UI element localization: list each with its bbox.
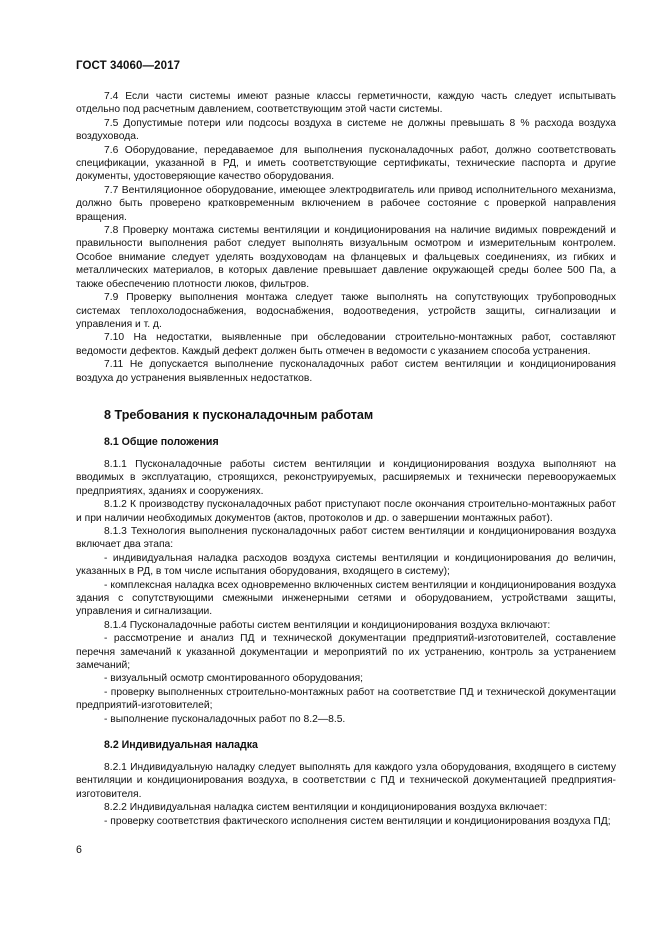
paragraph-7-7: 7.7 Вентиляционное оборудование, имеющее электродвигатель или привод исполнительного механизма, должно быть проверено кратковременным включением в рабочее состояние с проверкой направления вращения. — [76, 184, 616, 223]
list-item: - проверку выполненных строительно-монтажных работ на соответствие ПД и технической документации предприятий-изготовителей; — [76, 686, 616, 712]
list-item: - рассмотрение и анализ ПД и технической документации предприятий-изготовителей, составление перечня замечаний к указанной документации и мероприятий по их устранению, контроль за устранением замечаний; — [76, 633, 616, 672]
paragraph-8-2-2: 8.2.2 Индивидуальная наладка систем вентиляции и кондиционирования воздуха включает: — [104, 802, 548, 814]
list-item: - проверку соответствия фактического исполнения систем вентиляции и кондиционирования воздуха ПД; — [104, 815, 611, 827]
section-8-title: 8 Требования к пусконаладочным работам — [104, 407, 374, 422]
paragraph-7-9: 7.9 Проверку выполнения монтажа следует также выполнять на сопутствующих трубопроводных системах теплохолодоснабжения, водоснабжения, водоотведения, устройств защиты, сигнализации и управления и т. д. — [76, 292, 616, 330]
paragraph-7-4: 7.4 Если части системы имеют разные классы герметичности, каждую часть следует испытывать отдельно под расчетным давлением, соответствующим этой части системы. — [76, 91, 616, 116]
paragraph-7-8: 7.8 Проверку монтажа системы вентиляции и кондиционирования на наличие видимых повреждений и правильности выполнения работ следует выполнять визуальным осмотром и измерительным контролем. Особое внимание следует уделять воздуховодам на фланцевых и фальцевых соединениях, из гибких и металлических материалов, в которых давление превышает давление окружающей среды более 500 Па, а также обеспечению плотности люков, фильтров. — [76, 225, 616, 290]
paragraph-7-5: 7.5 Допустимые потери или подсосы воздуха в системе не должны превышать 8 % расхода воздуха воздуховода. — [76, 117, 616, 143]
paragraph-8-1-1: 8.1.1 Пусконаладочные работы систем вентиляции и кондиционирования воздуха выполняют на вводимых в эксплуатацию, строящихся, реконструируемых, расширяемых и технически перевооружаемых предприятиях, зданиях и сооружениях. — [76, 458, 616, 497]
paragraph-8-2-1: 8.2.1 Индивидуальную наладку следует выполнять для каждого узла оборудования, входящего в систему вентиляции и кондиционирования воздуха, в соответствии с ПД и технической документацией предприятия-изготовителя. — [76, 762, 616, 800]
list-item: - выполнение пусконаладочных работ по 8.2—8.5. — [104, 713, 346, 725]
document-body — [76, 90, 616, 828]
list-item: - индивидуальная наладка расходов воздуха системы вентиляции и кондиционирования до величин, указанных в РД, в том числе испытания оборудования, входящего в систему); — [76, 552, 616, 578]
document-header: ГОСТ 34060—2017 — [76, 60, 181, 72]
paragraph-7-11: 7.11 Не допускается выполнение пусконаладочных работ систем вентиляции и кондиционирования воздуха до устранения выявленных недостатков. — [76, 359, 616, 384]
paragraph-7-10: 7.10 На недостатки, выявленные при обследовании строительно-монтажных работ, составляют ведомости дефектов. Каждый дефект должен быть отмечен в ведомости с указанием способа устранения. — [76, 332, 616, 357]
paragraph-8-1-4: 8.1.4 Пусконаладочные работы систем вентиляции и кондиционирования воздуха включают: — [104, 619, 551, 631]
page-number: 6 — [76, 844, 82, 856]
paragraph-8-1-2: 8.1.2 К производству пусконаладочных работ приступают после окончания строительно-монтажных работ и при наличии необходимых документов (актов, протоколов и др. о завершении монтажных работ). — [76, 499, 616, 524]
subsection-8-1-title: 8.1 Общие положения — [104, 435, 219, 448]
list-item: - комплексная наладка всех одновременно включенных систем вентиляции и кондиционирования воздуха здания с сопутствующими смежными инженерными сетями и оборудованием, устройствами защиты, управления и сигнализации. — [76, 579, 616, 618]
subsection-8-2-title: 8.2 Индивидуальная наладка — [104, 739, 258, 752]
list-item: - визуальный осмотр смонтированного оборудования; — [104, 673, 364, 685]
paragraph-7-6: 7.6 Оборудование, передаваемое для выполнения пусконаладочных работ, должно соответствовать спецификации, указанной в РД, и иметь соответствующие сертификаты, технические паспорта и другие документы, удостоверяющие качество оборудования. — [76, 144, 616, 183]
paragraph-8-1-3: 8.1.3 Технология выполнения пусконаладочных работ систем вентиляции и кондиционирования воздуха включает два этапа: — [76, 525, 616, 551]
